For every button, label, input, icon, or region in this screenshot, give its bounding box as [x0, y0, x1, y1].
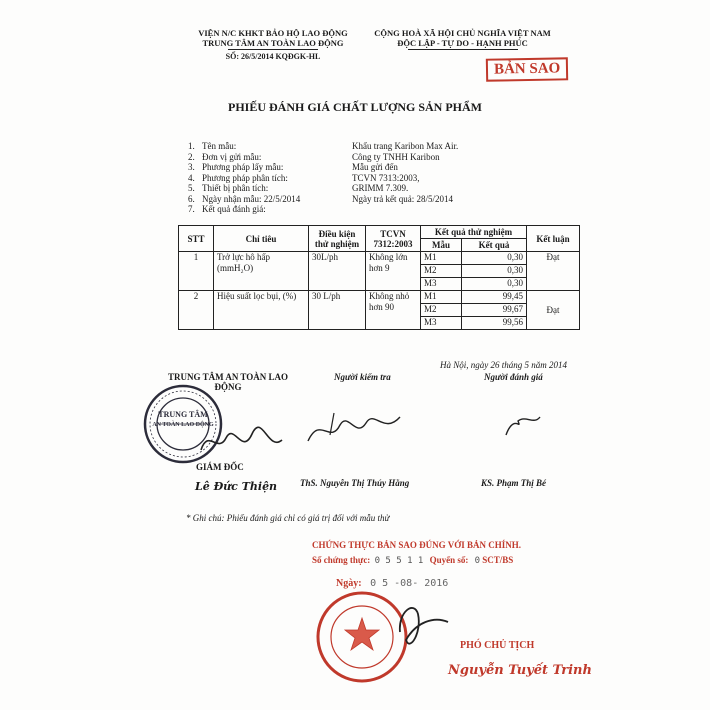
info-row: 4. Phương pháp phân tích: TCVN 7313:2003, — [188, 172, 420, 183]
table-row: 2 Hiệu suất lọc bụi, (%) 30 L/ph Không nhỏ hơn 90 M1 99,45 Đạt — [179, 291, 580, 304]
director-title: GIÁM ĐỐC — [196, 462, 244, 472]
evaluator-title: Người đánh giá — [484, 372, 543, 382]
table-row: M2 0,30 — [179, 265, 580, 278]
certification-date-row: Ngày: 0 5 -08- 2016 — [336, 578, 449, 589]
table-row: 1 Trở lực hô hấp (mmH₂O) 30L/ph Không lớn hơn 9 M1 0,30 Đạt — [179, 252, 580, 265]
table-row: M2 99,67 — [179, 304, 580, 317]
note: * Ghi chú: Phiếu đánh giá chỉ có giá trị đối với mẫu thử — [186, 513, 390, 523]
col-chitieu: Chỉ tiêu — [214, 226, 309, 252]
header-left — [198, 28, 348, 62]
info-row: 3. Phương pháp lấy mẫu: Mẫu gửi đến — [188, 162, 398, 172]
vice-chairman-signature — [388, 592, 468, 662]
header-right — [365, 28, 560, 50]
certification-title: CHỨNG THỰC BẢN SAO ĐÚNG VỚI BẢN CHÍNH. — [312, 540, 522, 550]
inspector-signature — [300, 405, 410, 455]
col-ketluan: Kết luận — [527, 226, 580, 252]
col-dieukien: Điều kiện thử nghiệm — [309, 226, 366, 252]
info-row: 6. Ngày nhận mẫu: 22/5/2014 Ngày trả kết quả: 28/5/2014 — [188, 193, 453, 204]
col-mau: Mẫu — [421, 239, 462, 252]
institute-name: VIỆN N/C KHKT BẢO HỘ LAO ĐỘNG — [198, 28, 348, 38]
col-kq: Kết quả — [462, 239, 527, 252]
col-ketqua: Kết quả thử nghiệm — [421, 226, 527, 239]
evaluator-signature — [496, 405, 546, 445]
table-row: M3 0,30 — [179, 278, 580, 291]
certification-number-row: Số chứng thực: 0 5 5 1 1 Quyển số: 0 SCT/BS — [312, 555, 514, 566]
country-name: CỘNG HOÀ XÃ HỘI CHỦ NGHĨA VIỆT NAM — [374, 28, 551, 38]
copy-stamp: BẢN SAO — [486, 57, 569, 81]
document-title: PHIẾU ĐÁNH GIÁ CHẤT LƯỢNG SẢN PHẨM — [227, 100, 482, 114]
evaluator-name: KS. Phạm Thị Bé — [481, 478, 547, 488]
signer-org: TRUNG TÂM AN TOÀN LAO ĐỘNG — [168, 372, 289, 392]
vice-chairman-title: PHÓ CHỦ TỊCH — [460, 640, 535, 651]
info-row: 1. Tên mẫu: Khẩu trang Karibon Max Air. — [188, 141, 459, 151]
vice-chairman-name: Nguyễn Tuyết Trinh — [448, 663, 592, 678]
col-tcvn: TCVN 7312:2003 — [366, 226, 421, 252]
table-row: M3 99,56 — [179, 317, 580, 330]
inspector-title: Người kiểm tra — [334, 372, 391, 382]
seal-text: TRUNG TÂM AN TOÀN LAO ĐỘNG — [152, 410, 214, 428]
date-line: Hà Nội, ngày 26 tháng 5 năm 2014 — [440, 360, 567, 370]
col-stt: STT — [179, 226, 214, 252]
info-row: 5. Thiết bị phân tích: GRIMM 7.309. — [188, 183, 409, 193]
info-row: 2. Đơn vị gửi mẫu: Công ty TNHH Karibon — [188, 151, 440, 162]
inspector-name: ThS. Nguyễn Thị Thúy Hằng — [300, 478, 410, 488]
center-name: TRUNG TÂM AN TOÀN LAO ĐỘNG — [202, 38, 344, 48]
results-table — [178, 225, 580, 330]
director-signature — [196, 420, 286, 460]
director-name: Lê Đức Thiện — [195, 480, 278, 493]
motto: ĐỘC LẬP - TỰ DO - HẠNH PHÚC — [397, 38, 528, 48]
sample-info — [188, 141, 458, 215]
info-row: 7. Kết quả đánh giá: — [188, 204, 266, 214]
document-number: SỐ: 26/5/2014 KQĐGK-HL — [225, 52, 321, 61]
